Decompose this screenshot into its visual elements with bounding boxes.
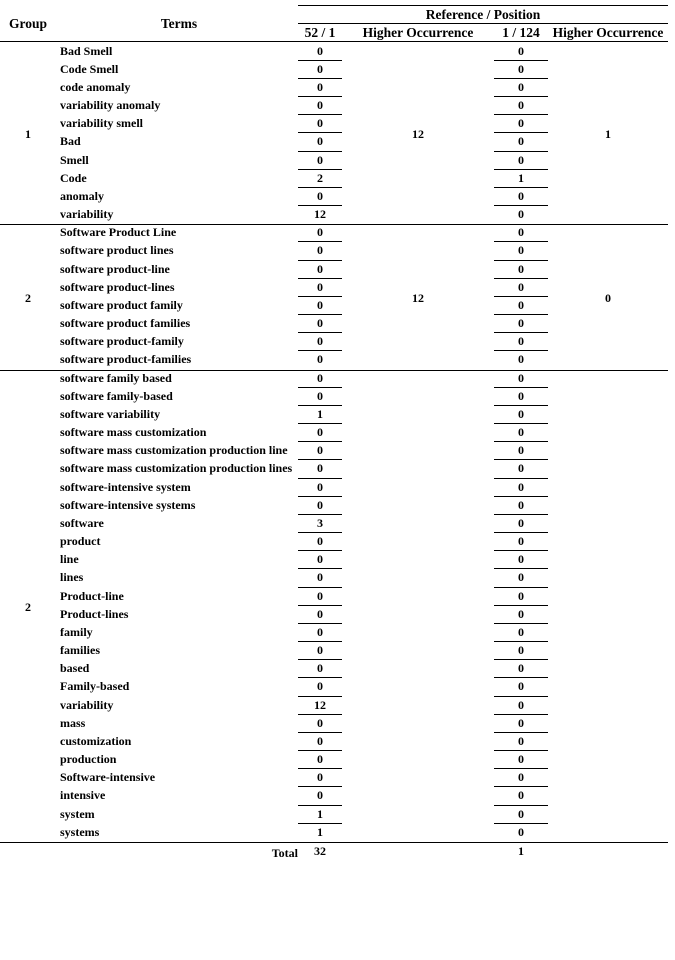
row-rule-a: [298, 151, 342, 152]
row-rule-b: [494, 187, 548, 188]
ref-a-value: 0: [317, 715, 323, 730]
row-rule-b: [494, 387, 548, 388]
ref-a-value: 0: [317, 497, 323, 512]
term-cell: Code: [60, 170, 87, 185]
ref-a-value: 0: [317, 98, 323, 112]
higher-occurrence-a-header: Higher Occurrence: [362, 25, 474, 40]
ref-b-value: 0: [518, 388, 524, 403]
row-rule-a: [298, 677, 342, 678]
ref-b-value: 0: [518, 588, 524, 603]
row-rule-b: [494, 278, 548, 279]
ref-b-value: 0: [518, 261, 524, 276]
row-rule-a: [298, 587, 342, 588]
row-rule-a: [298, 132, 342, 133]
ref-a-value: 0: [317, 479, 323, 494]
row-rule-b: [494, 478, 548, 479]
ref-b-value: 0: [518, 79, 524, 94]
row-rule-a: [298, 314, 342, 315]
row-rule-b: [494, 441, 548, 442]
row-rule-b: [494, 205, 548, 206]
term-cell: software product family: [60, 297, 183, 312]
ref-b-value: 0: [518, 152, 524, 167]
total-label: Total: [271, 845, 298, 860]
ref-a-value: 0: [317, 316, 323, 331]
ref-a-value: 0: [317, 352, 323, 367]
term-cell: Family-based: [60, 679, 130, 694]
row-rule-a: [298, 332, 342, 333]
ref-a-value: 1: [317, 824, 323, 839]
group-label: 2: [25, 290, 31, 305]
row-rule-b: [494, 114, 548, 115]
ref-b-value: 0: [518, 297, 524, 312]
term-cell: lines: [60, 570, 84, 585]
row-rule-b: [494, 423, 548, 424]
ref-b-value: 0: [518, 806, 524, 821]
ref-b-value: 0: [518, 316, 524, 331]
row-rule-b: [494, 241, 548, 242]
term-cell: systems: [60, 824, 100, 839]
ref-b-value: 0: [518, 370, 524, 385]
row-rule-b: [494, 677, 548, 678]
term-cell: mass: [60, 715, 86, 730]
row-rule-a: [298, 96, 342, 97]
ref-a-value: 1: [317, 806, 323, 821]
ref-b-value: 0: [518, 733, 524, 748]
term-cell: variability anomaly: [60, 98, 161, 112]
ref-b-value: 0: [518, 570, 524, 585]
term-cell: variability smell: [60, 116, 143, 131]
term-cell: software variability: [60, 406, 161, 421]
ref-a-value: 0: [317, 643, 323, 658]
term-cell: code anomaly: [60, 79, 131, 94]
term-cell: customization: [60, 733, 132, 748]
row-rule-b: [494, 696, 548, 697]
ref-a-value: 0: [317, 770, 323, 785]
ref-b-value: 0: [518, 679, 524, 694]
terms-header: Terms: [160, 16, 198, 31]
row-rule-a: [298, 387, 342, 388]
ref-b-value: 0: [518, 225, 524, 240]
term-cell: software product-line: [60, 261, 170, 276]
ref-b-value: 0: [518, 752, 524, 767]
ref-b-value: 0: [518, 134, 524, 149]
higher-occurrence-a: 12: [412, 127, 424, 142]
row-rule-b: [494, 96, 548, 97]
row-rule-b: [494, 568, 548, 569]
ref-a-value: 0: [317, 788, 323, 803]
ref-a-value: 12: [314, 697, 326, 712]
term-cell: software product-lines: [60, 279, 175, 294]
group-label: 2: [25, 599, 31, 614]
ref-b-value: 0: [518, 425, 524, 440]
ref-b-header: 1 / 124: [502, 25, 540, 40]
total-a: 32: [314, 843, 326, 858]
ref-a-value: 0: [317, 534, 323, 549]
ref-b-value: 0: [518, 534, 524, 549]
term-cell: software mass customization production line: [60, 443, 288, 458]
row-rule-b: [494, 605, 548, 606]
ref-a-value: 0: [317, 261, 323, 276]
row-rule-b: [494, 641, 548, 642]
row-rule-a: [298, 60, 342, 61]
higher-occurrence-b: 0: [605, 290, 611, 305]
ref-b-value: 0: [518, 443, 524, 458]
header-bottom-rule: [0, 41, 668, 42]
ref-a-value: 1: [317, 406, 323, 421]
row-rule-b: [494, 132, 548, 133]
row-rule-a: [298, 659, 342, 660]
term-cell: Software-intensive: [60, 770, 156, 785]
ref-b-value: 0: [518, 788, 524, 803]
row-rule-a: [298, 260, 342, 261]
row-rule-b: [494, 587, 548, 588]
ref-b-value: 0: [518, 61, 524, 76]
term-cell: variability: [60, 207, 114, 222]
term-cell: software product families: [60, 316, 191, 331]
row-rule-b: [494, 659, 548, 660]
term-cell: based: [60, 661, 90, 676]
term-cell: Bad: [60, 134, 81, 149]
term-cell: software product-family: [60, 334, 184, 349]
term-cell: Software Product Line: [60, 225, 177, 240]
row-rule-a: [298, 241, 342, 242]
ref-a-value: 0: [317, 61, 323, 76]
ref-b-value: 1: [518, 170, 524, 185]
ref-a-value: 0: [317, 570, 323, 585]
ref-a-value: 0: [317, 443, 323, 458]
row-rule-b: [494, 514, 548, 515]
ref-a-value: 0: [317, 188, 323, 203]
ref-b-value: 0: [518, 643, 524, 658]
top-rule: [298, 5, 668, 6]
term-cell: Product-line: [60, 588, 124, 603]
row-rule-a: [298, 823, 342, 824]
row-rule-a: [298, 205, 342, 206]
term-cell: software family based: [60, 370, 172, 385]
ref-b-value: 0: [518, 334, 524, 349]
ref-a-value: 12: [314, 207, 326, 222]
ref-b-value: 0: [518, 43, 524, 58]
row-rule-a: [298, 786, 342, 787]
ref-a-value: 0: [317, 43, 323, 58]
term-cell: software-intensive system: [60, 479, 191, 494]
term-cell: intensive: [60, 788, 106, 803]
row-rule-b: [494, 550, 548, 551]
row-rule-b: [494, 60, 548, 61]
header-sub-rule: [298, 23, 668, 24]
ref-b-value: 0: [518, 824, 524, 839]
higher-occurrence-b-header: Higher Occurrence: [552, 25, 664, 40]
ref-a-value: 0: [317, 225, 323, 240]
row-rule-a: [298, 296, 342, 297]
row-rule-a: [298, 550, 342, 551]
row-rule-a: [298, 423, 342, 424]
ref-a-value: 0: [317, 461, 323, 476]
ref-a-value: 0: [317, 679, 323, 694]
ref-a-value: 2: [317, 170, 323, 185]
row-rule-b: [494, 405, 548, 406]
row-rule-a: [298, 696, 342, 697]
ref-b-value: 0: [518, 697, 524, 712]
row-rule-b: [494, 459, 548, 460]
term-cell: software-intensive systems: [60, 497, 196, 512]
ref-a-value: 0: [317, 661, 323, 676]
term-cell: software product-families: [60, 352, 192, 367]
ref-b-value: 0: [518, 515, 524, 530]
ref-a-value: 0: [317, 624, 323, 639]
ref-a-value: 0: [317, 297, 323, 312]
row-rule-a: [298, 641, 342, 642]
term-cell: family: [60, 624, 93, 639]
row-rule-a: [298, 605, 342, 606]
row-rule-a: [298, 514, 342, 515]
row-rule-b: [494, 78, 548, 79]
ref-a-value: 0: [317, 334, 323, 349]
term-cell: production: [60, 752, 117, 767]
ref-b-value: 0: [518, 552, 524, 567]
row-rule-b: [494, 296, 548, 297]
row-rule-b: [494, 532, 548, 533]
ref-a-value: 0: [317, 733, 323, 748]
term-cell: variability: [60, 697, 114, 712]
row-rule-b: [494, 151, 548, 152]
term-cell: software: [60, 515, 104, 530]
ref-a-value: 0: [317, 243, 323, 258]
ref-b-value: 0: [518, 116, 524, 131]
ref-a-value: 0: [317, 425, 323, 440]
row-rule-a: [298, 714, 342, 715]
term-cell: Product-lines: [60, 606, 129, 621]
ref-b-value: 0: [518, 243, 524, 258]
ref-a-value: 0: [317, 134, 323, 149]
group-rule: [0, 842, 668, 843]
row-rule-b: [494, 260, 548, 261]
group-header: Group: [8, 16, 47, 31]
ref-a-value: 0: [317, 752, 323, 767]
row-rule-b: [494, 805, 548, 806]
term-cell: software product lines: [60, 243, 174, 258]
term-cell: anomaly: [60, 188, 105, 203]
row-rule-b: [494, 496, 548, 497]
term-cell: line: [60, 552, 79, 567]
ref-b-value: 0: [518, 406, 524, 421]
row-rule-a: [298, 405, 342, 406]
ref-b-value: 0: [518, 497, 524, 512]
ref-b-value: 0: [518, 624, 524, 639]
row-rule-b: [494, 332, 548, 333]
row-rule-a: [298, 459, 342, 460]
row-rule-b: [494, 623, 548, 624]
ref-a-value: 0: [317, 552, 323, 567]
ref-b-value: 0: [518, 661, 524, 676]
row-rule-b: [494, 823, 548, 824]
ref-b-value: 0: [518, 352, 524, 367]
ref-a-value: 0: [317, 116, 323, 131]
term-cell: Smell: [60, 152, 89, 167]
row-rule-a: [298, 532, 342, 533]
ref-b-value: 0: [518, 188, 524, 203]
row-rule-a: [298, 278, 342, 279]
row-rule-a: [298, 441, 342, 442]
row-rule-a: [298, 350, 342, 351]
term-cell: families: [60, 643, 100, 658]
row-rule-a: [298, 750, 342, 751]
term-cell: software family-based: [60, 388, 173, 403]
row-rule-a: [298, 568, 342, 569]
ref-b-value: 0: [518, 207, 524, 222]
row-rule-b: [494, 750, 548, 751]
term-cell: system: [60, 806, 95, 821]
ref-b-value: 0: [518, 279, 524, 294]
row-rule-b: [494, 786, 548, 787]
row-rule-a: [298, 169, 342, 170]
ref-b-value: 0: [518, 770, 524, 785]
ref-b-value: 0: [518, 606, 524, 621]
row-rule-a: [298, 187, 342, 188]
row-rule-b: [494, 768, 548, 769]
row-rule-a: [298, 496, 342, 497]
reference-position-header: Reference / Position: [425, 7, 541, 22]
term-cell: Code Smell: [60, 61, 119, 76]
row-rule-b: [494, 169, 548, 170]
row-rule-b: [494, 350, 548, 351]
higher-occurrence-b: 1: [605, 127, 611, 142]
higher-occurrence-a: 12: [412, 290, 424, 305]
row-rule-a: [298, 623, 342, 624]
ref-a-value: 0: [317, 79, 323, 94]
ref-a-header: 52 / 1: [304, 25, 336, 40]
term-cell: software mass customization: [60, 425, 207, 440]
ref-b-value: 0: [518, 715, 524, 730]
row-rule-b: [494, 714, 548, 715]
ref-a-value: 0: [317, 279, 323, 294]
ref-b-value: 0: [518, 479, 524, 494]
row-rule-a: [298, 114, 342, 115]
ref-a-value: 0: [317, 370, 323, 385]
ref-a-value: 0: [317, 152, 323, 167]
ref-b-value: 0: [518, 98, 524, 112]
ref-b-value: 0: [518, 461, 524, 476]
row-rule-a: [298, 732, 342, 733]
ref-a-value: 3: [317, 515, 323, 530]
ref-a-value: 0: [317, 588, 323, 603]
row-rule-a: [298, 768, 342, 769]
group-label: 1: [25, 127, 31, 142]
term-cell: product: [60, 534, 101, 549]
row-rule-b: [494, 314, 548, 315]
row-rule-b: [494, 732, 548, 733]
term-cell: Bad Smell: [60, 43, 113, 58]
row-rule-a: [298, 78, 342, 79]
row-rule-a: [298, 478, 342, 479]
term-cell: software mass customization production lines: [60, 461, 293, 476]
ref-a-value: 0: [317, 606, 323, 621]
row-rule-a: [298, 805, 342, 806]
total-b: 1: [518, 843, 524, 858]
ref-a-value: 0: [317, 388, 323, 403]
